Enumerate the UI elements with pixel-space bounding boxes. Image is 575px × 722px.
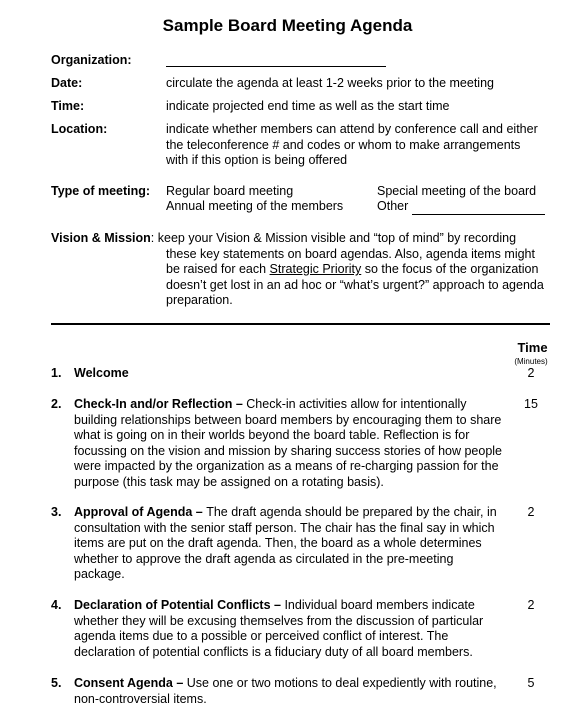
item-body (74, 505, 506, 583)
meeting-type-regular: Regular board meeting (166, 184, 294, 198)
other-blank-line (412, 214, 545, 215)
vision-line-with-link (51, 262, 551, 278)
item-heading: Approval of Agenda – (74, 505, 207, 519)
item-text: Individual board members indicate whether they will be excusing themselves from the discussion of particular agenda items due to a possible or perceived conflict of interest. The declaration of potential conflicts is a fiduciary duty of all board members. (74, 598, 484, 659)
vision-first-line (51, 231, 551, 247)
vision-text: so the focus of the organization (361, 262, 539, 276)
item-minutes: 15 (524, 397, 538, 411)
item-number: 3. (51, 505, 62, 519)
item-heading: Declaration of Potential Conflicts – (74, 598, 285, 612)
item-text: Check-in activities allow for intentionally building relationships between board members by encouraging them to share what is going on in their worlds beyond the board table. Reflection is for focussing on the vision and mission by sharing success stories of how people were impacted by the organization as a means of re-charging passion for the purpose (this task may be assigned on a rotating basis). (74, 397, 503, 489)
vision-mission-block (51, 231, 551, 309)
item-minutes: 2 (527, 505, 535, 519)
item-body (74, 598, 506, 660)
location-line: with if this option is being offered (166, 153, 348, 167)
other-label: Other (377, 199, 409, 213)
vision-line: : keep your Vision & Mission visible and “top of mind” by recording (150, 231, 517, 245)
vision-label: Vision & Mission (51, 231, 151, 245)
location-value (166, 122, 538, 169)
meeting-type-label: Type of meeting: (51, 184, 151, 198)
time-column-header: Time (517, 340, 548, 355)
organization-label: Organization: (51, 53, 132, 67)
date-label: Date: (51, 76, 83, 90)
time-label: Time: (51, 99, 85, 113)
time-value: indicate projected end time as well as the start time (166, 99, 450, 113)
vision-line: doesn’t get lost in an ad hoc or “what’s urgent?” approach to agenda (166, 277, 544, 292)
item-minutes: 2 (527, 598, 535, 612)
section-divider (51, 323, 550, 325)
item-body (74, 366, 506, 382)
item-heading: Welcome (74, 366, 129, 380)
agenda-item-approval (51, 505, 506, 583)
agenda-item-check-in (51, 397, 506, 490)
strategic-priority-link[interactable]: Strategic Priority (269, 262, 362, 276)
item-text: The draft agenda should be prepared by the chair, in consultation with the senior staff person. The chair has the final say in which items are put on the draft agenda. Then, the board as a whole determines whether to approve the draft agenda as circulated in the pre-meeting package. (74, 505, 497, 581)
location-line: indicate whether members can attend by conference call and either (166, 122, 538, 136)
organization-blank-line (166, 66, 386, 67)
item-number: 5. (51, 676, 62, 690)
minutes-subheader: (Minutes) (514, 357, 548, 366)
item-number: 4. (51, 598, 62, 612)
agenda-item-welcome (51, 366, 506, 382)
item-body (74, 397, 506, 490)
meeting-type-other (377, 199, 545, 215)
item-minutes: 5 (527, 676, 535, 690)
item-heading: Consent Agenda – (74, 676, 187, 690)
vision-line: these key statements on board agendas. Also, agenda items might (166, 246, 535, 261)
item-number: 2. (51, 397, 62, 411)
item-minutes: 2 (527, 366, 535, 380)
item-text: Use one or two motions to deal expediently with routine, non-controversial items. (74, 676, 497, 706)
document-title: Sample Board Meeting Agenda (162, 16, 413, 35)
date-value: circulate the agenda at least 1-2 weeks prior to the meeting (166, 76, 494, 90)
location-line: the teleconference # and codes or whom to make arrangements (166, 137, 521, 152)
item-number: 1. (51, 366, 62, 380)
meeting-type-annual: Annual meeting of the members (166, 199, 344, 213)
item-heading: Check-In and/or Reflection – (74, 397, 247, 411)
vision-text: be raised for each (166, 262, 270, 276)
meeting-type-special: Special meeting of the board (377, 184, 537, 198)
agenda-item-consent (51, 676, 506, 707)
agenda-item-conflicts (51, 598, 506, 660)
item-body (74, 676, 506, 707)
vision-line: preparation. (166, 293, 233, 307)
location-label: Location: (51, 122, 108, 136)
